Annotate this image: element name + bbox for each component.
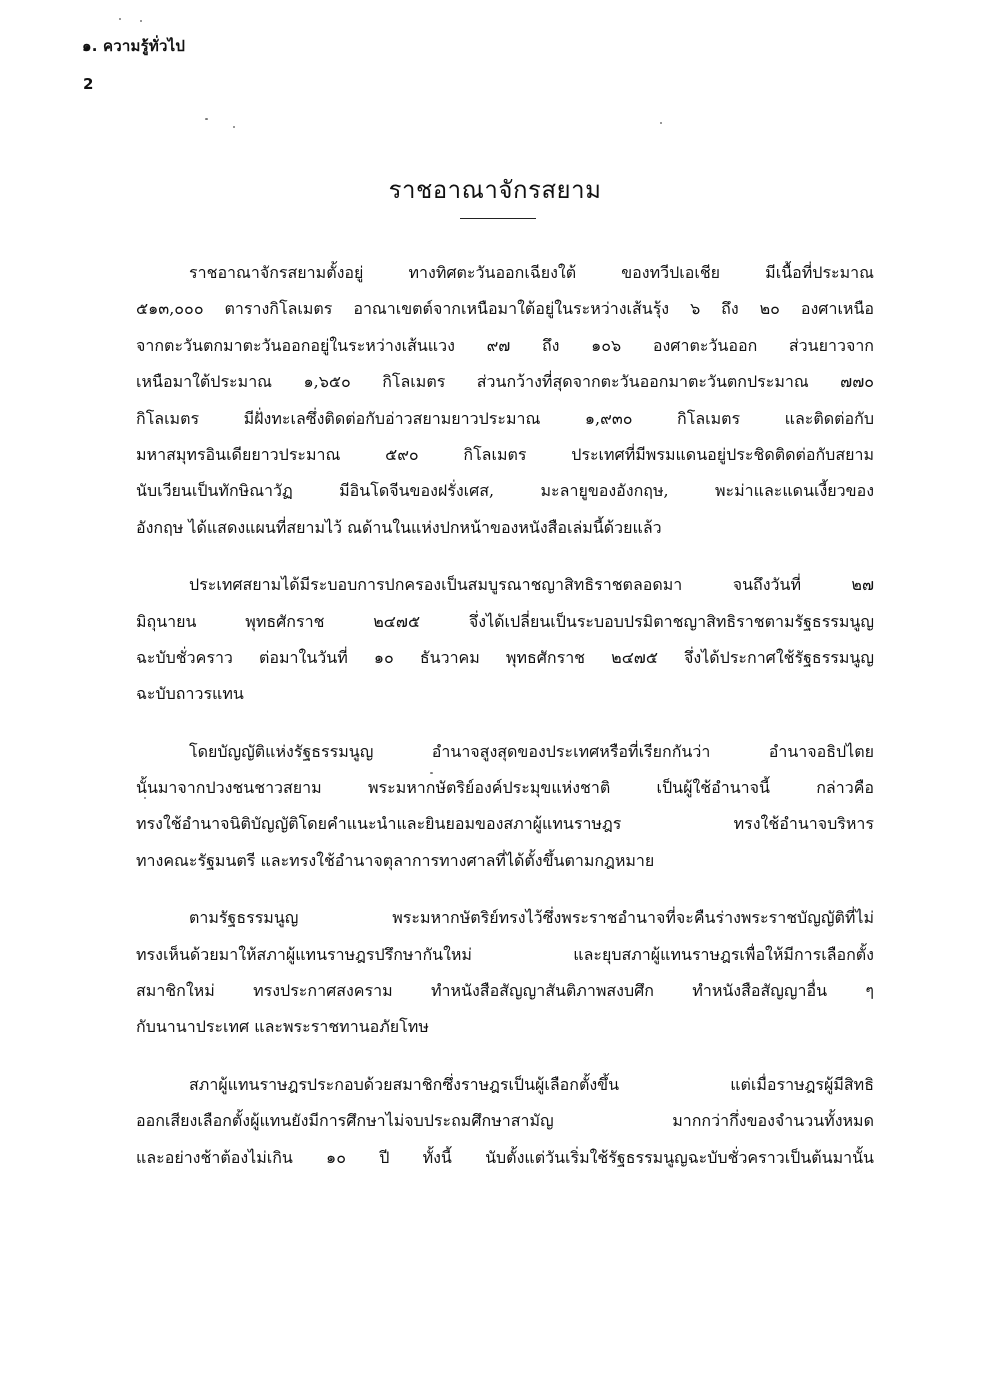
scan-speck bbox=[119, 18, 121, 20]
text-line: มิถุนายน พุทธศักราช ๒๔๗๕ จึ่งได้เปลี่ยนเป็นระบอบปรมิตาชญาสิทธิราชตามรัฐธรรมนูญ bbox=[136, 611, 874, 631]
text-line: ประเทศสยามได้มีระบอบการปกครองเป็นสมบูรณาชญาสิทธิราชตลอดมา จนถึงวันที่ ๒๗ bbox=[189, 575, 874, 595]
text-line: มหาสมุทรอินเดียยาวประมาณ ๕๙๐ กิโลเมตร ประเทศที่มีพรมแดนอยู่ประชิดติดต่อกับสยาม bbox=[136, 444, 874, 464]
text-line: กับนานาประเทศ และพระราชทานอภัยโทษ bbox=[136, 1017, 429, 1037]
text-line: ฉะบับถาวรแทน bbox=[136, 684, 244, 704]
text-line: สภาผู้แทนราษฎรประกอบด้วยสมาชิกซึ่งราษฎรเป็นผู้เลือกตั้งขึ้น แต่เมื่อราษฎรผู้มีสิทธิ bbox=[189, 1074, 874, 1094]
paragraph-house-of-representatives bbox=[136, 1067, 874, 1176]
text-line: และอย่างช้าต้องไม่เกิน ๑๐ ปี ทั้งนี้ นับตั้งแต่วันเริ่มใช้รัฐธรรมนูญฉะบับชั่วคราวเป็นต้นมานั้น bbox=[136, 1147, 874, 1167]
text-line: อังกฤษ ได้แสดงแผนที่สยามไว้ ณด้านในแห่งปกหน้าของหนังสือเล่มนี้ด้วยแล้ว bbox=[136, 517, 662, 537]
text-line: ออกเสียงเลือกตั้งผู้แทนยังมีการศึกษาไม่จบประถมศึกษาสามัญ มากกว่ากึ่งของจำนวนทั้งหมด bbox=[136, 1111, 874, 1131]
page-title: ราชอาณาจักรสยาม bbox=[388, 176, 602, 204]
title-underline bbox=[460, 218, 536, 219]
text-line: ฉะบับชั่วคราว ต่อมาในวันที่ ๑๐ ธันวาคม พุทธศักราช ๒๔๗๕ จึ่งได้ประกาศใช้รัฐธรรมนูญ bbox=[136, 647, 874, 667]
paragraph-government-history bbox=[136, 567, 874, 713]
paragraph-geography bbox=[136, 255, 874, 546]
text-line: ๕๑๓,๐๐๐ ตารางกิโลเมตร อาณาเขตต์จากเหนือมาใต้อยู่ในระหว่างเส้นรุ้ง ๖ ถึง ๒๐ องศาเหนือ bbox=[136, 299, 874, 319]
paragraph-royal-powers bbox=[136, 900, 874, 1046]
text-line: จากตะวันตกมาตะวันออกอยู่ในระหว่างเส้นแวง ๙๗ ถึง ๑๐๖ องศาตะวันออก ส่วนยาวจาก bbox=[136, 335, 874, 355]
paragraph-sovereignty bbox=[136, 734, 874, 880]
scan-speck bbox=[233, 126, 235, 128]
text-line: ราชอาณาจักรสยามตั้งอยู่ ทางทิศตะวันออกเฉียงใต้ ของทวีปเอเชีย มีเนื้อที่ประมาณ bbox=[189, 263, 874, 282]
text-line: กิโลเมตร มีฝั่งทะเลซึ่งติดต่อกับอ่าวสยามยาวประมาณ ๑,๙๓๐ กิโลเมตร และติดต่อกับ bbox=[136, 408, 874, 428]
scan-speck bbox=[140, 20, 142, 22]
text-line: เหนือมาใต้ประมาณ ๑,๖๕๐ กิโลเมตร ส่วนกว้างที่สุดจากตะวันออกมาตะวันตกประมาณ ๗๗๐ bbox=[136, 372, 874, 392]
text-line: ทางคณะรัฐมนตรี และทรงใช้อำนาจตุลาการทางศาลที่ได้ตั้งขึ้นตามกฎหมาย bbox=[136, 850, 655, 870]
scan-speck bbox=[205, 118, 208, 120]
section-header: ๑. ความรู้ทั่วไป bbox=[82, 37, 186, 55]
page-number: 2 bbox=[83, 75, 94, 93]
text-line: โดยบัญญัติแห่งรัฐธรรมนูญ อำนาจสูงสุดของประเทศหรือที่เรียกกันว่า อำนาจอธิปไตย bbox=[189, 741, 874, 761]
document-body bbox=[136, 255, 874, 1197]
text-line: นั้นมาจากปวงชนชาวสยาม พระมหากษัตริย์องค์ประมุขแห่งชาติ เป็นผู้ใช้อำนาจนี้ กล่าวคือ bbox=[136, 778, 874, 798]
scan-speck bbox=[660, 122, 662, 124]
text-line: ทรงเห็นด้วยมาให้สภาผู้แทนราษฎรปรึกษากันใหม่ และยุบสภาผู้แทนราษฎรเพื่อให้มีการเลือกตั้ง bbox=[136, 944, 874, 964]
text-line: ตามรัฐธรรมนูญ พระมหากษัตริย์ทรงไว้ซึ่งพระราชอำนาจที่จะคืนร่างพระราชบัญญัติที่ไม่ bbox=[189, 908, 874, 928]
text-line: ทรงใช้อำนาจนิติบัญญัติโดยคำแนะนำและยินยอมของสภาผู้แทนราษฎร ทรงใช้อำนาจบริหาร bbox=[136, 814, 874, 834]
text-line: นับเวียนเป็นทักษิณาวัฏ มีอินโดจีนของฝรั่งเศส, มะลายูของอังกฤษ, พะม่าและแดนเงี้ยวของ bbox=[136, 481, 874, 501]
text-line: สมาชิกใหม่ ทรงประกาศสงคราม ทำหนังสือสัญญาสันติภาพสงบศึก ทำหนังสือสัญญาอื่น ๆ bbox=[136, 981, 874, 1001]
